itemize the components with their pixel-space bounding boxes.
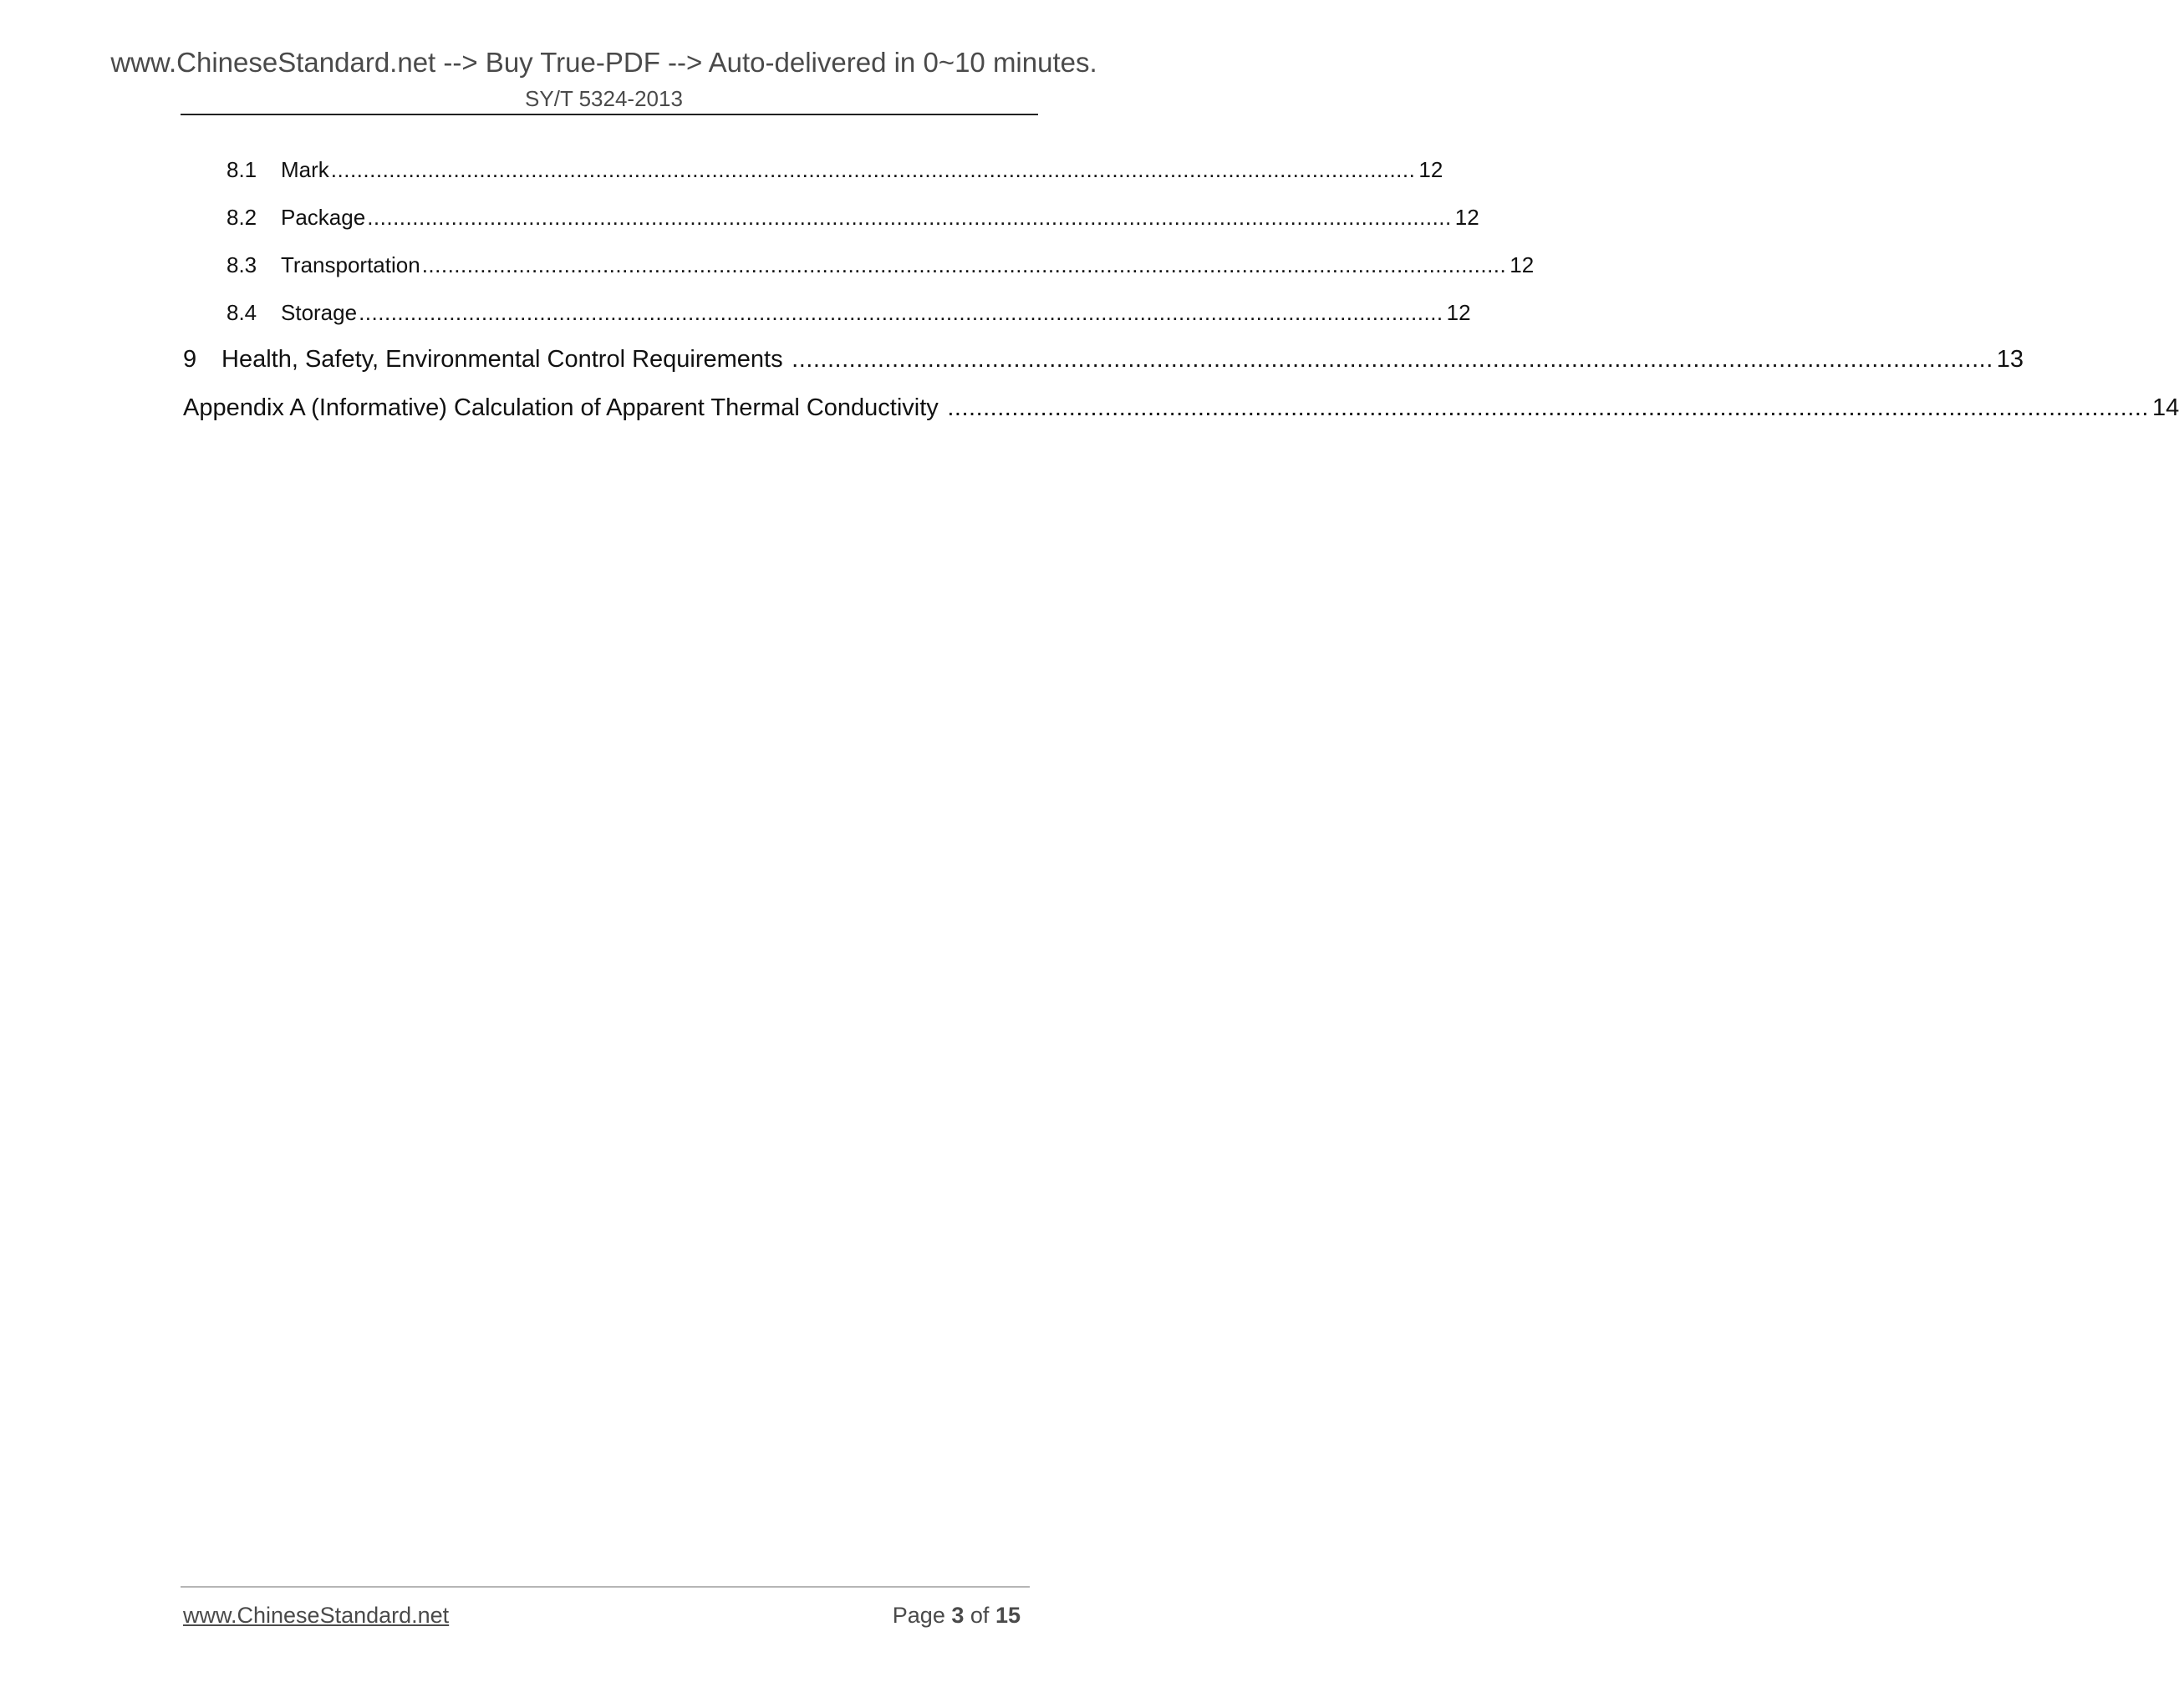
toc-entry-page: 12 [1418,157,1443,182]
toc-leader-dots: ........................................................................................................................................................................ [359,300,1443,325]
header-title: www.ChineseStandard.net --> Buy True-PDF --> Auto-delivered in 0~10 minutes. [110,47,1097,78]
toc-entry-9[interactable] [183,346,2024,374]
current-page-number: 3 [951,1603,965,1628]
toc-entry-page: 13 [1996,346,2024,373]
toc-entry-number: 8.4 [227,300,257,325]
toc-leader-dots: ........................................................................................................................................................................ [939,394,2149,421]
page-of-label: of [970,1603,990,1628]
toc-entry-8-2[interactable] [227,205,1479,231]
toc-entry-8-4[interactable] [227,300,1471,326]
toc-entry-title: Appendix A (Informative) Calculation of Apparent Thermal Conductivity [183,394,939,421]
toc-entry-number: 8.2 [227,205,257,230]
toc-entry-title: Transportation [281,252,420,277]
toc-leader-dots: ........................................................................................................................................................................ [421,252,1507,277]
toc-entry-number: 8.3 [227,252,257,277]
standard-code: SY/T 5324-2013 [525,86,683,111]
toc-entry-page: 12 [1510,252,1535,277]
toc-entry-title: Package [281,205,366,230]
footer-website-link[interactable]: www.ChineseStandard.net [183,1603,450,1628]
toc-entry-page: 12 [1446,300,1471,325]
toc-entry-page: 14 [2151,394,2179,421]
toc-entry-8-1[interactable] [227,157,1443,183]
toc-entry-appendix-a[interactable] [183,394,2179,422]
page-number [893,1603,1021,1629]
toc-entry-title: Mark [281,157,329,182]
toc-leader-dots: ........................................................................................................................................................................ [367,205,1452,230]
toc-entry-title: Health, Safety, Environmental Control Requirements [221,346,783,373]
header-divider [181,114,1038,115]
toc-leader-dots: ........................................................................................................................................................................ [784,346,1993,373]
total-page-count: 15 [995,1603,1021,1628]
toc-leader-dots: ........................................................................................................................................................................ [330,157,1416,182]
toc-entry-title: Storage [281,300,358,325]
footer-divider [181,1586,1030,1588]
toc-entry-number: 9 [183,346,197,373]
toc-entry-page: 12 [1454,205,1479,230]
toc-entry-8-3[interactable] [227,252,1535,278]
toc-entry-number: 8.1 [227,157,257,182]
page-label: Page [892,1603,945,1628]
